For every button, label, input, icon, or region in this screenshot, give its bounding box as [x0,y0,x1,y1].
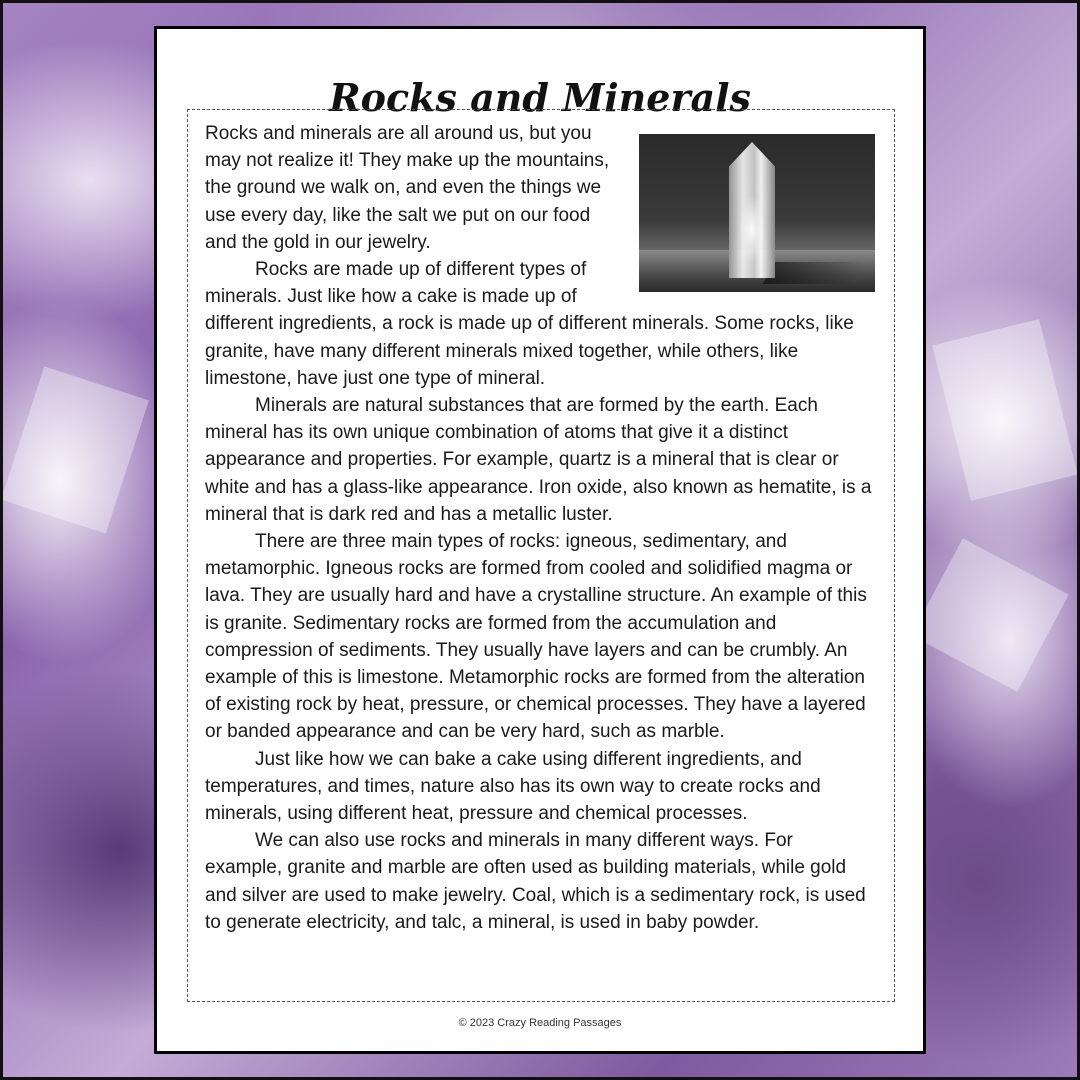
passage-box [187,109,895,1002]
paragraph-5: Just like how we can bake a cake using different ingredients, and temperatures, and times, nature also has its own way to create rocks and minerals, using different heat, pressure and chemical processes. [205,748,821,825]
passage-text [205,120,875,936]
paragraph-6: We can also use rocks and minerals in many different ways. For example, granite and marble are often used as building materials, while gold and silver are used to make jewelry. Coal, which is a sedimentary rock, is used to generate electricity, and talc, a mineral, is used in baby powder. [205,830,866,933]
copyright-footer: © 2023 Crazy Reading Passages [458,1017,622,1029]
quartz-crystal-photo [639,134,875,292]
background-crystal-facet [1,366,149,533]
paragraph-4: There are three main types of rocks: igneous, sedimentary, and metamorphic. Igneous rocks are formed from cooled and solidified magma or lava. They are usually hard and have a crystalline structure. An example of this is granite. Sedimentary rocks are formed from the accumulation and compression of sediments. They usually have layers and can be crumbly. An example of this is limestone. Metamorphic rocks are formed from the alteration of existing rock by heat, pressure, or chemical processes. They have a layered or banded appearance and can be very hard, such as marble. [205,531,867,743]
worksheet-page [154,26,926,1054]
paragraph-2: Rocks are made up of different types of minerals. Just like how a cake is made up of different ingredients, a rock is made up of different minerals. Some rocks, like granite, have many different minerals mixed together, while others, like limestone, have just one type of mineral. [205,259,854,389]
page-title: Rocks and Minerals [329,75,751,120]
paragraph-1: Rocks and minerals are all around us, but you may not realize it! They make up the mountains, the ground we walk on, and even the things we use every day, like the salt we put on our food and the gold in our jewelry. [205,123,610,253]
background-crystal-facet [911,538,1069,691]
paragraph-3: Minerals are natural substances that are formed by the earth. Each mineral has its own unique combination of atoms that give it a distinct appearance and properties. For example, quartz is a mineral that is clear or white and has a glass-like appearance. Iron oxide, also known as hematite, is a mineral that is dark red and has a metallic luster. [205,395,872,525]
background-crystal-facet [932,319,1077,501]
